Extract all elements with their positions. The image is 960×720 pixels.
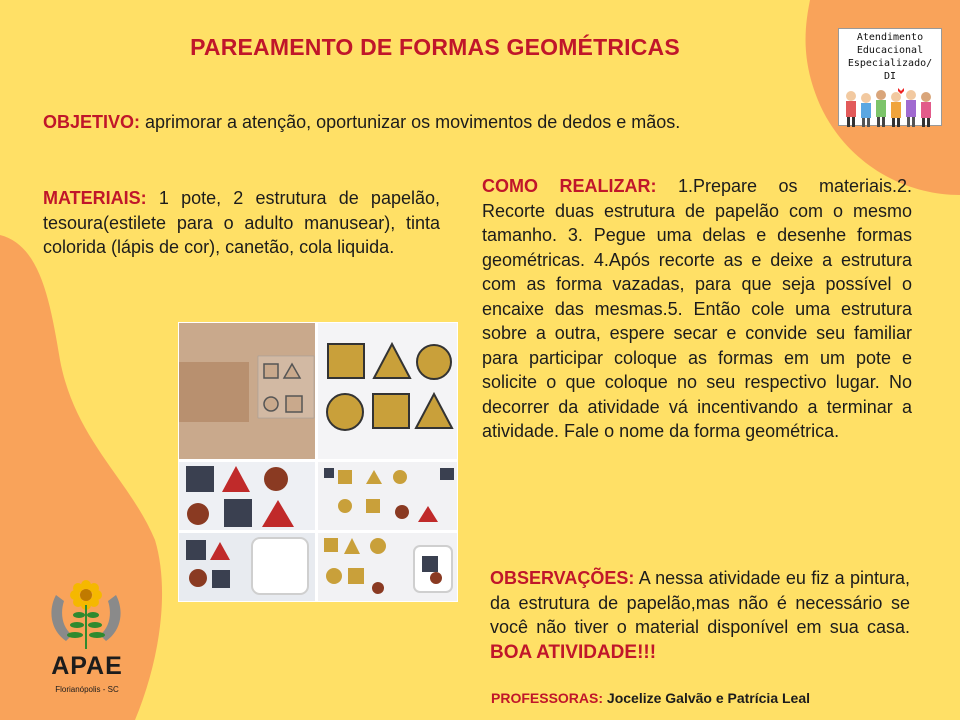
materiais-label: MATERIAIS: <box>43 188 147 208</box>
professoras-names: Jocelize Galvão e Patrícia Leal <box>603 690 811 706</box>
apae-logo-icon <box>42 575 130 655</box>
children-illustration <box>842 86 938 130</box>
photo-cardboard <box>179 323 315 459</box>
objetivo-section <box>43 110 788 135</box>
como-realizar-text: 1.Prepare os materiais.2. Recorte duas estrutura de papelão com o mesmo tamanho. 3. Pegue uma delas e desenhe formas geométricas. 4.Após recorte as e deixe a estrutura com as forma vazadas, para que seja possível o encaixe das mesmas.5. Então cole uma estrutura sobre a outra, espere secar e convide seu familiar para participar coloque as formas em um pote e solicite o que coloque no seu respectivo lugar. No decorrer da atividade vá incentivando a terminar a atividade. Fale o nome da forma geométrica. <box>482 176 912 441</box>
aee-logo <box>838 28 942 126</box>
professoras-label: PROFESSORAS: <box>491 690 604 706</box>
apae-city: Florianópolis - SC <box>55 685 119 694</box>
observacoes-text: A nessa atividade eu fiz a pintura, da estrutura de papelão,mas não é necessário se você não tiver o material disponível em sua casa. <box>490 568 910 637</box>
objetivo-label: OBJETIVO: <box>43 112 141 132</box>
professoras-line <box>491 690 810 706</box>
aee-logo-line1: Atendimento <box>856 32 924 43</box>
apae-name: APAE <box>51 652 123 680</box>
observacoes-label: OBSERVAÇÕES: <box>490 568 635 588</box>
aee-logo-line2: Educacional <box>856 45 924 56</box>
aee-logo-line3: Especializado/ DI <box>847 58 933 82</box>
photo-container <box>179 533 315 601</box>
boa-atividade-text: BOA ATIVIDADE!!! <box>490 641 657 663</box>
photo-game-progress <box>318 462 457 530</box>
photo-final <box>318 533 457 601</box>
materiais-text: 1 pote, 2 estrutura de papelão, tesoura(estilete para o adulto manusear), tinta colorida (lápis de cor), canetão, cola liquida. <box>43 188 440 257</box>
photo-colored-shapes <box>179 462 315 530</box>
como-realizar-label: COMO REALIZAR: <box>482 176 657 196</box>
objetivo-text: aprimorar a atenção, oportunizar os movimentos de dedos e mãos. <box>140 112 681 132</box>
materiais-section <box>43 186 440 260</box>
activity-photo-collage <box>178 322 458 602</box>
como-realizar-section <box>482 174 912 444</box>
photo-painted-board <box>318 323 457 459</box>
page-title: PAREAMENTO DE FORMAS GEOMÉTRICAS <box>190 34 680 60</box>
observacoes-section <box>490 566 910 665</box>
